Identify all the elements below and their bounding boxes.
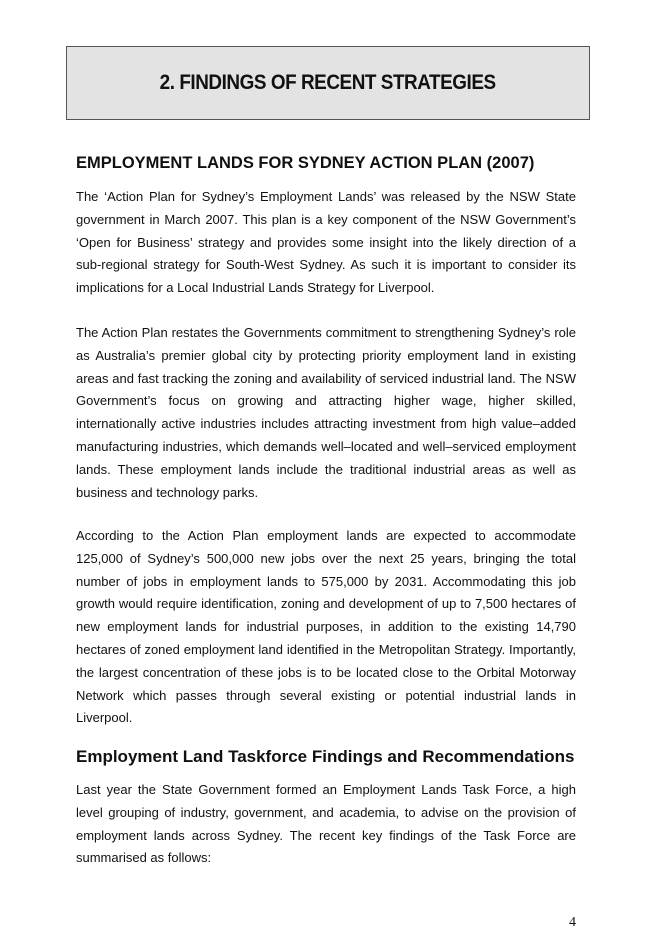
paragraph-taskforce: Last year the State Government formed an Employment Lands Task Force, a high level grouping of industry, government, and academia, to advise on the provision of employment lands across Sydney. The recent key findings of the Task Force are summarised as follows: <box>76 782 576 866</box>
page-number: 4 <box>569 915 576 930</box>
paragraph-action-plan-commitment: The Action Plan restates the Governments commitment to strengthening Sydney’s role as Australia’s premier global city by protecting priority employment land in existing areas and fast tracking the zoning and availability of serviced industrial land. The NSW Government’s focus on growing and attracting higher wage, higher skilled, internationally active industries includes attracting investment from high value–added manufacturing industries, which demands well–located and well–serviced employment lands. These employment lands include the traditional industrial areas as well as business and technology parks. <box>76 325 576 500</box>
section-heading-action-plan: EMPLOYMENT LANDS FOR SYDNEY ACTION PLAN (2007) <box>76 154 535 172</box>
paragraph-action-plan-intro: The ‘Action Plan for Sydney’s Employment Lands’ was released by the NSW State government in March 2007. This plan is a key component of the NSW Government’s ‘Open for Business’ strategy and provides some insight into the likely direction of a sub-regional strategy for South-West Sydney. As such it is important to consider its implications for a Local Industrial Lands Strategy for Liverpool. <box>76 189 576 296</box>
title-box <box>66 46 590 120</box>
paragraph-action-plan-jobs: According to the Action Plan employment lands are expected to accommodate 125,000 of Sydney’s 500,000 new jobs over the next 25 years, bringing the total number of jobs in employment lands to 575,000 by 2031. Accommodating this job growth would require identification, zoning and development of up to 7,500 hectares of new employment lands for industrial purposes, in addition to the existing 14,790 hectares of zoned employment land identified in the Metropolitan Strategy. Importantly, the largest concentration of these jobs is to be located close to the Orbital Motorway Network which passes through several existing or potential industrial lands in Liverpool. <box>76 528 576 726</box>
page-title: 2. FINDINGS OF RECENT STRATEGIES <box>160 71 496 94</box>
section-heading-taskforce: Employment Land Taskforce Findings and Recommendations <box>76 747 575 766</box>
